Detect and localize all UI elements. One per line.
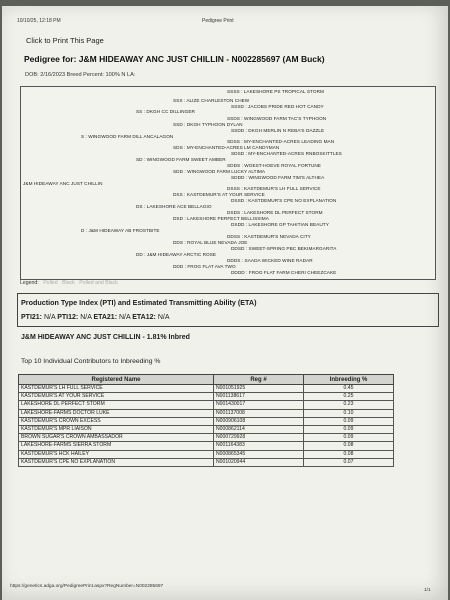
cell-reg: N000865345 (214, 450, 304, 458)
cell-name: KASTDEMUR'S CPE NO EXPLANATION (19, 458, 214, 466)
pedigree-dssd: DSSD : KASTDEMUR'S CPE NO EXPLANATION (231, 198, 337, 203)
col-reg-number: Reg # (214, 375, 304, 385)
cell-name: KASTDEMUR'S HCK HAILEY (19, 450, 214, 458)
print-datetime: 10/10/25, 12:18 PM (17, 18, 61, 24)
pedigree-sds: SDS : MY-ENCHANTED-ACRES LM CANDYMAN (173, 145, 280, 150)
pedigree-ddss: DDSS : KASTDEMUR'S NEVADA CITY (227, 234, 311, 239)
col-inbreeding-pct: Inbreeding % (304, 375, 394, 385)
pedigree-sss: SSS : ALIZE CHARLESTON CHEW (173, 98, 250, 103)
cell-reg: N000729928 (214, 434, 304, 442)
click-to-print-link[interactable]: Click to Print This Page (26, 36, 104, 45)
pedigree-sd: SD : WINGWOOD FARM SWEET AMBER (136, 157, 226, 162)
pedigree-sdd: SDD : WINGWOOD FARM LUCKY ALTIMA (173, 169, 266, 174)
pedigree-s: S : WINGWOOD FARM DILL ANCALAGON (81, 134, 174, 139)
dob-line: DOB: 2/16/2023 Breed Percent: 100% N LA: (25, 72, 136, 78)
footer-page-number: 1/1 (424, 588, 431, 593)
table-row (19, 385, 394, 393)
pedigree-dds: DDS : ROYAL BLUE NEVADA JOE (173, 240, 248, 245)
cell-pct: 0.45 (304, 385, 394, 393)
pedigree-ssds: SSDS : WINGWOOD FARM TAC'S TYPHOON (227, 116, 327, 121)
pedigree-ds: DS : LAKESHORE ACE BELLAGIO (136, 204, 212, 209)
table-row (19, 393, 394, 401)
pedigree-dsdd: DSDD : LAKESHORE GP TAHITIAN BEAUTY (231, 222, 329, 227)
pedigree-dddd: DDDD : FROG FLAT FARM CHERI CHEEZCAKE (231, 270, 337, 275)
eta12-label: ETA12: (132, 314, 156, 321)
pedigree-dsd: DSD : LAKESHORE PERFECT BELLISSIMA (173, 216, 269, 221)
eta21-value: N/A (119, 314, 131, 321)
pedigree-ddd: DDD : FROG FLAT AVA TWO (173, 264, 236, 269)
legend-label: Legend: (20, 280, 39, 286)
cell-pct: 0.07 (304, 458, 394, 466)
eta21-label: ETA21: (93, 314, 118, 321)
print-doc-title: Pedigree Print (202, 18, 234, 24)
pedigree-animal: J&M HIDEAWAY ANC JUST CHILLIN (23, 181, 103, 186)
cell-name: BROWN SUGAR'S CROWN AMBASSADOR (19, 434, 214, 442)
cell-name: KASTDEMUR'S LH FULL SERVICE (19, 385, 214, 393)
eta12-value: N/A (157, 314, 170, 321)
table-row (19, 425, 394, 433)
pedigree-sdsd: SDSD : MY-ENCHANTED-ACRES RNBOSKITTLES (231, 151, 342, 156)
pti12-label: PTI12: (57, 314, 79, 321)
cell-pct: 0.08 (304, 442, 394, 450)
pedigree-title: Pedigree for: J&M HIDEAWAY ANC JUST CHILLIN - N002285697 (AM Buck) (24, 54, 325, 64)
legend-black: Black (62, 280, 75, 286)
pedigree-sssd: SSSD : JACOBS PRIDE RED HOT CANDY (231, 104, 324, 109)
pedigree-dss: DSS : KASTDEMUR'S AT YOUR SERVICE (173, 192, 265, 197)
table-row (19, 401, 394, 409)
cell-pct: 0.08 (304, 450, 394, 458)
pedigree-ddds: DDDS : SAADA WICKED WINE RADAR (227, 258, 313, 263)
eta-values (21, 314, 169, 321)
table-row (19, 417, 394, 425)
pedigree-ssdd: SSDD : DKGH MERLIN N REBA'S DAZZLE (231, 128, 325, 133)
cell-name: LAKESHORE-FARMS DOCTOR LUKE (19, 409, 214, 417)
pedigree-dsds: DSDS : LAKESHORE DL PERFECT STORM (227, 210, 323, 215)
cell-name: KASTDEMUR'S CROWN EXCESS (19, 417, 214, 425)
cell-pct: 0.23 (304, 401, 394, 409)
cell-pct: 0.09 (304, 417, 394, 425)
pedigree-ddsd: DDSD : SWEET-SPRING PBC BEKIMARGARITA (231, 246, 337, 251)
cell-name: LAKESHORE DL PERFECT STORM (19, 401, 214, 409)
table-row (19, 434, 394, 442)
table-row (19, 450, 394, 458)
cell-pct: 0.25 (304, 393, 394, 401)
cell-reg: N000862114 (214, 425, 304, 433)
cell-reg: N001137008 (214, 409, 304, 417)
pedigree-ssd: SSD : DKGH TYPHOON DYLAN (173, 122, 243, 127)
pti12-value: N/A (80, 314, 92, 321)
pedigree-sddd: SDDD : WINGWOOD FARM TIM'S ALTHEA (231, 175, 325, 180)
inbreeding-contributors-table (18, 374, 394, 467)
cell-name: LAKESHORE-FARMS SIERRA STORM (19, 442, 214, 450)
top10-heading: Top 10 Individual Contributors to Inbreeding % (21, 358, 161, 365)
pedigree-dsss: DSSS : KASTDEMUR'S LH FULL SERVICE (227, 186, 321, 191)
pedigree-chart (20, 86, 436, 280)
pedigree-sdds: SDDS : WOEST-HOEVE ROYAL FORTUNE (227, 163, 321, 168)
cell-reg: N001020944 (214, 458, 304, 466)
cell-reg: N001138617 (214, 393, 304, 401)
legend-polled: Polled (43, 280, 58, 286)
cell-reg: N001430017 (214, 401, 304, 409)
cell-pct: 0.09 (304, 434, 394, 442)
cell-reg: N000906108 (214, 417, 304, 425)
legend-polled-and-black: Polled and Black (79, 280, 118, 286)
eta-title: Production Type Index (PTI) and Estimated Transmitting Ability (ETA) (21, 298, 257, 307)
pti21-value: N/A (43, 314, 56, 321)
eta-box (17, 293, 439, 327)
cell-pct: 0.10 (304, 409, 394, 417)
cell-name: KASTDEMUR'S AT YOUR SERVICE (19, 393, 214, 401)
col-registered-name: Registered Name (19, 375, 214, 385)
cell-reg: N001051925 (214, 385, 304, 393)
inbreeding-summary: J&M HIDEAWAY ANC JUST CHILLIN - 1.81% Inbred (21, 334, 190, 341)
cell-pct: 0.09 (304, 425, 394, 433)
cell-reg: N001164383 (214, 442, 304, 450)
pti21-label: PTI21: (21, 314, 43, 321)
pedigree-ss: SS : DKGH CC DILLINGER (136, 109, 195, 114)
pedigree-d: D : J&M HIDEAWAY AB FROSTBITE (81, 228, 160, 233)
cell-name: KASTDEMUR'S MPR LIAISON (19, 425, 214, 433)
pedigree-ssss: SSSS : LAKESHORE PS TROPICAL STORM (227, 89, 324, 94)
table-row (19, 458, 394, 466)
table-header-row (19, 375, 394, 385)
printed-page (2, 6, 448, 600)
table-row (19, 409, 394, 417)
table-row (19, 442, 394, 450)
pedigree-dd: DD : J&M HIDEAWAY ARCTIC ROSE (136, 252, 217, 257)
pedigree-sdss: SDSS : MY-ENCHANTED-ACRES LEADING MAN (227, 139, 335, 144)
legend (20, 280, 118, 286)
footer-url: https://genetics.adga.org/PedigreePrint.aspx?RegNumber=N002285697 (10, 584, 164, 589)
